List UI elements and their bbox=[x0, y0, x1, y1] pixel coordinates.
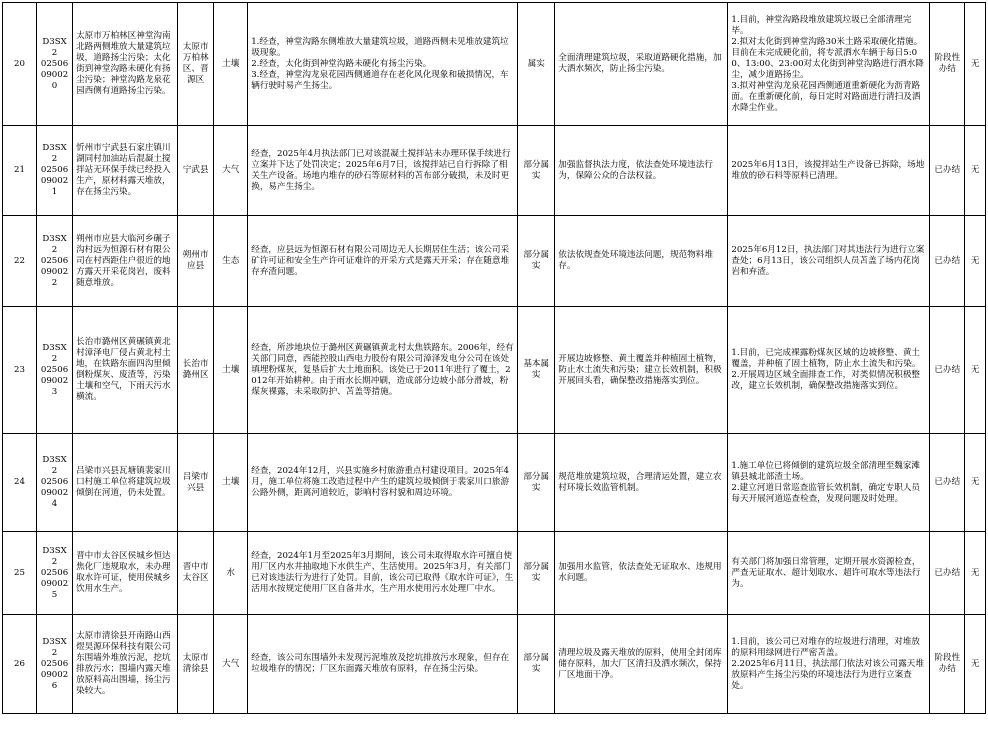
row-number-cell: 21 bbox=[3, 126, 37, 216]
case-code-cell bbox=[37, 3, 73, 126]
case-code-segment: 02506 bbox=[40, 477, 69, 487]
case-code-segment: D3SX2 bbox=[42, 342, 67, 364]
complaint-cell: 太原市万柏林区神堂沟南北路两侧堆放大量建筑垃圾，道路扬尘污染；太化街到神堂沟路未硬化有扬尘污染；神堂沟路龙泉花园西侧有道路扬尘污染。 bbox=[73, 3, 178, 126]
measures-cell: 依法依规查处环境违法问题，规范物料堆存。 bbox=[555, 216, 728, 307]
case-code-segment: 02506 bbox=[40, 58, 69, 69]
progress-cell bbox=[728, 126, 930, 216]
progress-line: 2.拟对太化街到神堂沟路30米土路采取硬化措施。目前在未完成硬化前，将专派洒水车辆于每日5:00、13:00、23:00对太化街到神堂沟路进行洒水降尘，减少道路扬尘。 bbox=[731, 36, 924, 80]
progress-line: 1.施工单位已将倾倒的建筑垃圾全部清理至魏家滩镇县城北部渣土场。 bbox=[731, 460, 921, 482]
finding-line: 经查，2025年4月执法部门已对该混凝土搅拌站未办理环保手续进行立案并下达了处罚决定；2025年6月7日，该搅拌站已自行拆除了相关生产设备。场地内堆存的砂石等原材料的苫布部分破损，未及时更换，易产生扬尘。 bbox=[251, 148, 511, 192]
case-code-segment: 1 bbox=[51, 187, 58, 197]
case-code-segment: 02506 bbox=[40, 658, 69, 669]
status-cell: 阶段性办结 bbox=[930, 3, 965, 126]
case-code-segment: 6 bbox=[51, 680, 58, 691]
finding-cell bbox=[248, 532, 518, 615]
table-row bbox=[3, 126, 986, 216]
progress-cell bbox=[728, 3, 930, 126]
case-code-segment: 09002 bbox=[40, 578, 69, 589]
case-code-segment: 09002 bbox=[40, 488, 69, 498]
finding-cell bbox=[248, 3, 518, 126]
table-body bbox=[3, 3, 986, 714]
complaint-cell: 忻州市宁武县石家庄镇川湖同村加油站后混凝土搅拌站无环保手续已经投入生产，原材料露天堆放，存在扬尘污染。 bbox=[73, 126, 178, 216]
complaint-cell: 长治市潞州区黄碾镇黄北村漳泽电厂侵占黄北村土地，在铁路东面四沟里倾倒粉煤灰、废渣等，污染土壤和空气，下雨天污水横流。 bbox=[73, 307, 178, 434]
accountability-cell: 无 bbox=[965, 216, 986, 307]
case-code-segment: 2 bbox=[51, 277, 58, 288]
case-code-segment: D3SX2 bbox=[42, 636, 67, 658]
case-code-segment: 4 bbox=[51, 499, 58, 509]
accountability-cell: 无 bbox=[965, 532, 986, 615]
finding-line: 经查，2024年1月至2025年3月期间，该公司未取得取水许可擅自使用厂区内水井抽取地下水供生产、生活使用。2025年3月，有关部门已对该违法行为进行了处罚。目前，该公司已取得《取水许可证》，生活用水按规定使用厂区自备井水，生产用水使用污水处理厂中水。 bbox=[251, 551, 514, 594]
table-row bbox=[3, 3, 986, 126]
measures-cell: 加强用水监管，依法查处无证取水、违规用水问题。 bbox=[555, 532, 728, 615]
region-cell: 吕梁市兴县 bbox=[178, 434, 214, 532]
case-code-segment: D3SX2 bbox=[42, 545, 67, 567]
accountability-cell: 无 bbox=[965, 126, 986, 216]
measures-cell: 开展边坡修整、黄土覆盖并种植固土植物，防止水土流失和污染；建立长效机制，积极开展回头看，确保整改措施落实到位。 bbox=[555, 307, 728, 434]
progress-line: 1.目前，已完成裸露粉煤灰区域的边坡修整、黄土覆盖，并种植了固土植物，防止水土流失和污染。 bbox=[731, 348, 921, 369]
verdict-cell: 属实 bbox=[518, 3, 555, 126]
case-code-segment: 09002 bbox=[40, 266, 69, 277]
finding-cell bbox=[248, 615, 518, 714]
case-code-segment: D3SX2 bbox=[42, 455, 67, 476]
category-cell: 土壤 bbox=[214, 307, 248, 434]
category-cell: 水 bbox=[214, 532, 248, 615]
progress-line: 2.开展周边区域全面排查工作，对类似情况积极整改，建立长效机制，确保整改措施落实到位。 bbox=[731, 370, 921, 391]
case-code-segment: 02506 bbox=[40, 255, 69, 266]
row-number-cell: 22 bbox=[3, 216, 37, 307]
case-code-cell bbox=[37, 615, 73, 714]
case-code-segment: 0 bbox=[51, 80, 58, 91]
status-cell: 已办结 bbox=[930, 216, 965, 307]
complaint-cell: 太原市清徐县开南路山西煜昊源环保科技有限公司东围墙外堆放污泥，挖坑排放污水；围墙内露天堆放原料高出围墙，扬尘污染较大。 bbox=[73, 615, 178, 714]
progress-line: 1.目前，该公司已对堆存的垃圾进行清理，对堆放的原料用绿网进行严密苫盖。 bbox=[731, 636, 921, 658]
finding-line: 2.经查，太化街到神堂沟路未硬化有扬尘污染。 bbox=[251, 58, 432, 69]
accountability-cell: 无 bbox=[965, 3, 986, 126]
measures-cell: 清理垃圾及露天堆放的原料，使用全封闭库储存原料，加大厂区清扫及洒水频次，保持厂区地面干净。 bbox=[555, 615, 728, 714]
row-number-cell: 23 bbox=[3, 307, 37, 434]
progress-cell bbox=[728, 434, 930, 532]
region-cell: 太原市万柏林区、晋源区 bbox=[178, 3, 214, 126]
case-code-segment: 5 bbox=[51, 589, 58, 600]
table-row bbox=[3, 615, 986, 714]
finding-line: 经查，该公司东围墙外未发现污泥堆放及挖坑排放污水现象，但存在垃圾堆存的情况；厂区东面露天堆放有原料，存在扬尘污染。 bbox=[251, 653, 510, 674]
case-code-segment: 09002 bbox=[40, 669, 69, 680]
region-cell: 宁武县 bbox=[178, 126, 214, 216]
finding-cell bbox=[248, 307, 518, 434]
finding-line: 3.经查，神堂沟龙泉花园西侧通道存在老化风化现象和破损情况，车辆行驶时易产生扬尘。 bbox=[251, 69, 509, 91]
case-code-cell bbox=[37, 434, 73, 532]
status-cell: 已办结 bbox=[930, 532, 965, 615]
case-code-segment: 02506 bbox=[40, 567, 69, 578]
category-cell: 大气 bbox=[214, 126, 248, 216]
category-cell: 生态 bbox=[214, 216, 248, 307]
measures-cell: 规范堆放建筑垃圾，合理清运处置，建立农村环境长效监管机制。 bbox=[555, 434, 728, 532]
progress-cell bbox=[728, 615, 930, 714]
case-code-cell bbox=[37, 126, 73, 216]
table-row bbox=[3, 216, 986, 307]
complaint-cell: 朔州市应县大临河乡碾子沟村远为恒源石材有限公司在村西距住户很近的地方露天开采花岗岩，废料随意堆放。 bbox=[73, 216, 178, 307]
table-row bbox=[3, 307, 986, 434]
status-cell: 已办结 bbox=[930, 126, 965, 216]
region-cell: 朔州市应县 bbox=[178, 216, 214, 307]
status-cell: 阶段性办结 bbox=[930, 615, 965, 714]
category-cell: 土壤 bbox=[214, 434, 248, 532]
finding-line: 经查，应县远为恒源石材有限公司周边无人长期居住生活；该公司采矿许可证和安全生产许可证难许的开采方式是露天开采；存在随意堆存弃渣问题。 bbox=[251, 244, 510, 277]
finding-cell bbox=[248, 434, 518, 532]
region-cell: 太原市清徐县 bbox=[178, 615, 214, 714]
verdict-cell: 部分属实 bbox=[518, 434, 555, 532]
complaint-table bbox=[2, 2, 986, 714]
table-row bbox=[3, 434, 986, 532]
finding-cell bbox=[248, 216, 518, 307]
finding-line: 1.经查，神堂沟路东侧堆放大量建筑垃圾，道路西侧未见堆放建筑垃圾现象。 bbox=[251, 36, 509, 58]
measures-cell: 加强监督执法力度，依法查处环境违法行为，保障公众的合法权益。 bbox=[555, 126, 728, 216]
case-code-segment: D3SX2 bbox=[42, 143, 67, 164]
progress-line: 2025年6月12日，执法部门对其违法行为进行立案查处；6月13日，该公司组织人员苫盖了场内花岗岩和弃渣。 bbox=[731, 244, 925, 277]
progress-cell bbox=[728, 216, 930, 307]
accountability-cell: 无 bbox=[965, 615, 986, 714]
progress-line: 2025年6月13日，该搅拌站生产设备已拆除，场地堆放的砂石料等原料已清理。 bbox=[731, 159, 925, 181]
row-number-cell: 25 bbox=[3, 532, 37, 615]
row-number-cell: 20 bbox=[3, 3, 37, 126]
verdict-cell: 部分属实 bbox=[518, 532, 555, 615]
case-code-segment: 09002 bbox=[40, 69, 69, 80]
category-cell: 大气 bbox=[214, 615, 248, 714]
progress-line: 有关部门将加强日常管理，定期开展水资源检查，严查无证取水、超计划取水、超许可取水等违法行为。 bbox=[731, 556, 921, 589]
verdict-cell: 部分属实 bbox=[518, 216, 555, 307]
verdict-cell: 部分属实 bbox=[518, 126, 555, 216]
row-number-cell: 26 bbox=[3, 615, 37, 714]
row-number-cell: 24 bbox=[3, 434, 37, 532]
status-cell: 已办结 bbox=[930, 307, 965, 434]
status-cell: 已办结 bbox=[930, 434, 965, 532]
progress-line: 3.拟对神堂沟龙泉花园西侧通道重新硬化为沥青路面。在重新硬化前，每日定时对路面进行清扫及洒水降尘作业。 bbox=[731, 80, 921, 113]
complaint-cell: 吕梁市兴县瓦塘镇裴家川口村施工单位将建筑垃圾倾倒在河道，仍未处置。 bbox=[73, 434, 178, 532]
case-code-cell bbox=[37, 216, 73, 307]
progress-line: 1.目前，神堂沟路段堆放建筑垃圾已全部清理完毕。 bbox=[731, 14, 912, 36]
case-code-segment: 3 bbox=[51, 386, 58, 397]
complaint-cell: 晋中市太谷区侯城乡恒达焦化厂违规取水，未办理取水许可证，使用侯城乡饮用水生产。 bbox=[73, 532, 178, 615]
region-cell: 长治市潞州区 bbox=[178, 307, 214, 434]
progress-line: 2.2025年6月11日，执法部门依法对该公司露天堆放原料产生扬尘污染的环境违法行为进行立案查处。 bbox=[731, 658, 924, 691]
accountability-cell: 无 bbox=[965, 434, 986, 532]
progress-cell bbox=[728, 307, 930, 434]
finding-line: 经查，所涉地块位于潞州区黄碾镇黄北村太焦铁路东。2006年，经有关部门同意，西能控股山西电力股份有限公司漳泽发电分公司在该处填埋粉煤灰，复垦后扩大土地面积。该处已于2011年进行了覆土，2012年开始耕种。由于雨水长期冲刷，造成部分边坡小部分滑坡，粉煤灰裸露，未采取防护、苫盖等措施。 bbox=[251, 342, 514, 397]
case-code-segment: D3SX2 bbox=[42, 36, 67, 58]
finding-line: 经查，2024年12月，兴县实施乡村旅游重点村建设项目。2025年4月，施工单位将施工改造过程中产生的建筑垃圾倾倒于裴家川口旅游公路外侧，距离河道较近，影响村容村貌和周边环境。 bbox=[251, 466, 510, 498]
accountability-cell: 无 bbox=[965, 307, 986, 434]
finding-cell bbox=[248, 126, 518, 216]
verdict-cell: 部分属实 bbox=[518, 615, 555, 714]
category-cell: 土壤 bbox=[214, 3, 248, 126]
case-code-cell bbox=[37, 307, 73, 434]
case-code-segment: 09002 bbox=[40, 375, 69, 386]
progress-line: 2.建立河道日常巡查监管长效机制，确定专职人员每天开展河道巡查检查，发现问题及时处理。 bbox=[731, 482, 921, 504]
progress-cell bbox=[728, 532, 930, 615]
case-code-segment: 09002 bbox=[40, 176, 69, 186]
table-row bbox=[3, 532, 986, 615]
case-code-cell bbox=[37, 532, 73, 615]
measures-cell: 全面清理建筑垃圾，采取道路硬化措施，加大洒水频次，防止扬尘污染。 bbox=[555, 3, 728, 126]
region-cell: 晋中市太谷区 bbox=[178, 532, 214, 615]
case-code-segment: D3SX2 bbox=[42, 233, 67, 255]
case-code-segment: 02506 bbox=[40, 364, 69, 375]
case-code-segment: 02506 bbox=[40, 165, 69, 175]
verdict-cell: 基本属实 bbox=[518, 307, 555, 434]
